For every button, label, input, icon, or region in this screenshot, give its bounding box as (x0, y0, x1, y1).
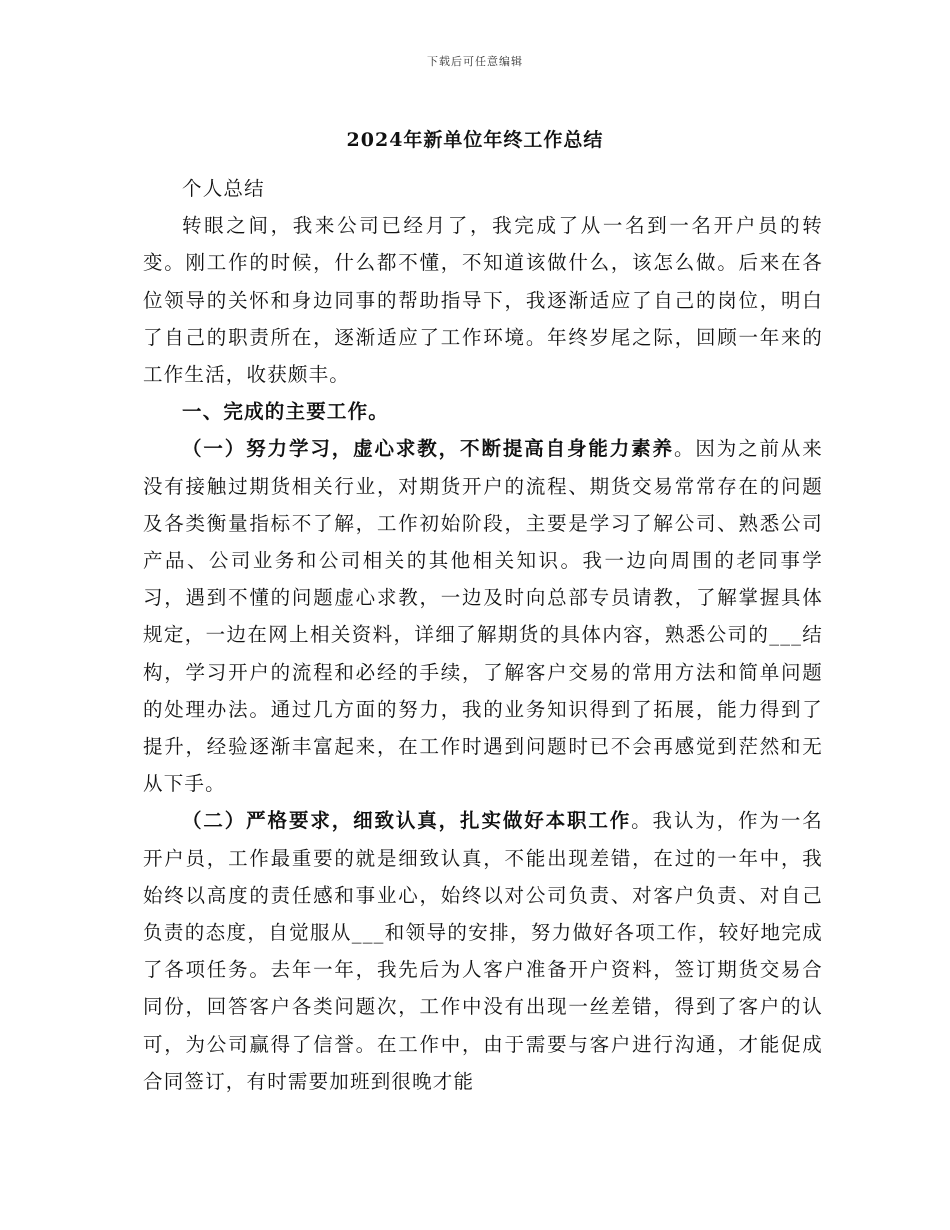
paragraph-2-body: 。我认为，作为一名开户员，工作最重要的就是细致认真，不能出现差错，在过的一年中，我始终以高度的责任感和事业心，始终以对公司负责、对客户负责、对自己负责的态度，自觉服从___和领导的安排，努力做好各项工作，较好地完成了各项任务。去年一年，我先后为人客户准备开户资料，签订期货交易合同份，回答客户各类问题次，工作中没有出现一丝差错，得到了客户的认可，为公司赢得了信誉。在工作中，由于需要与客户进行沟通，才能促成合同签订，有时需要加班到很晚才能 (143, 809, 823, 1093)
paragraph-2-lead: （二）严格要求，细致认真，扎实做好本职工作 (182, 809, 632, 833)
section-heading-1: 一、完成的主要工作。 (182, 400, 390, 424)
document-body (143, 170, 823, 1100)
paragraph-1-body: 。因为之前从来没有接触过期货相关行业，对期货开户的流程、期货交易常常存在的问题及各类衡量指标不了解，工作初始阶段，主要是学习了解公司、熟悉公司产品、公司业务和公司相关的其他相关知识。我一边向周围的老同事学习，遇到不懂的问题虚心求教，一边及时向总部专员请教，了解掌握具体规定，一边在网上相关资料，详细了解期货的具体内容，熟悉公司的___结构，学习开户的流程和必经的手续，了解客户交易的常用方法和简单问题的处理办法。通过几方面的努力，我的业务知识得到了拓展，能力得到了提升，经验逐渐丰富起来，在工作时遇到问题时已不会再感觉到茫然和无从下手。 (143, 437, 823, 796)
header-note: 下载后可任意编辑 (427, 55, 523, 68)
paragraph-1 (143, 430, 823, 802)
intro-paragraph: 转眼之间，我来公司已经月了，我完成了从一名到一名开户员的转变。刚工作的时候，什么都不懂，不知道该做什么，该怎么做。后来在各位领导的关怀和身边同事的帮助指导下，我逐渐适应了自己的岗位，明白了自己的职责所在，逐渐适应了工作环境。年终岁尾之际，回顾一年来的工作生活，收获颇丰。 (143, 214, 823, 387)
paragraph-2 (143, 802, 823, 1100)
document-title: 2024年新单位年终工作总结 (346, 129, 604, 151)
paragraph-1-lead: （一）努力学习，虚心求教，不断提高自身能力素养 (182, 437, 674, 461)
subtitle: 个人总结 (182, 177, 265, 200)
